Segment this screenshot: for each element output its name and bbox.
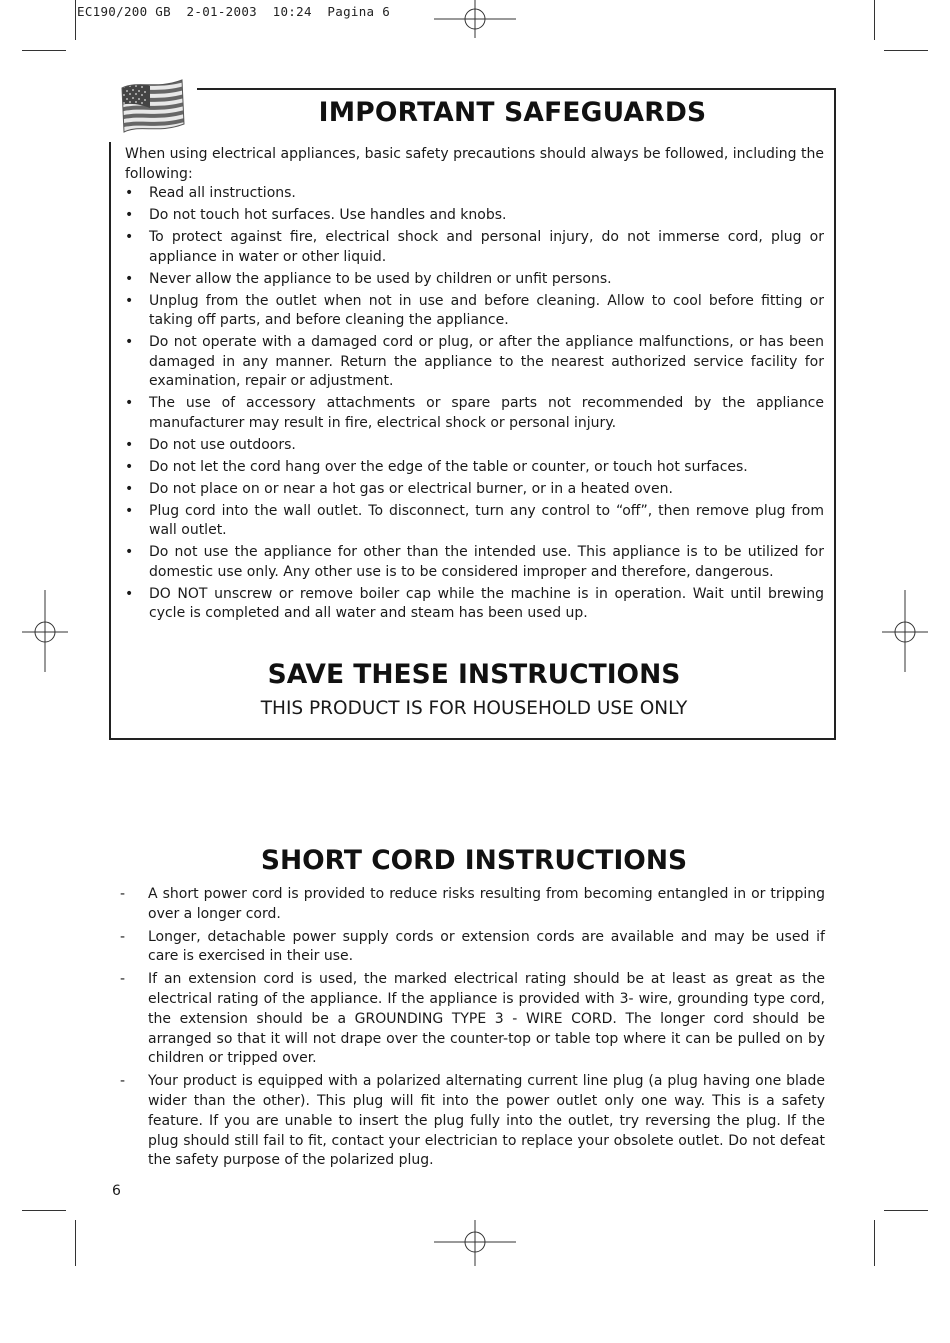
list-item — [120, 1072, 825, 1171]
registration-mark-right — [882, 590, 928, 672]
list-item — [125, 394, 824, 433]
safeguards-list — [125, 184, 824, 626]
bullet: • — [125, 480, 134, 497]
list-item — [125, 292, 824, 331]
list-item-text: Never allow the appliance to be used by children or unfit persons. — [149, 270, 612, 287]
crop-mark — [874, 1220, 875, 1266]
list-item — [125, 436, 824, 456]
bullet: • — [125, 229, 134, 245]
crop-mark — [75, 1220, 76, 1266]
household-use-note: THIS PRODUCT IS FOR HOUSEHOLD USE ONLY — [260, 698, 688, 719]
bullet: • — [125, 292, 134, 309]
list-item — [125, 228, 824, 267]
crop-mark — [884, 1210, 928, 1211]
us-flag-icon — [118, 76, 188, 138]
save-instructions-title: SAVE THESE INSTRUCTIONS — [267, 659, 681, 690]
bullet: • — [125, 436, 134, 453]
bullet: • — [125, 458, 134, 475]
list-item — [125, 585, 824, 624]
list-item-text: Do not touch hot surfaces. Use handles and knobs. — [149, 207, 507, 223]
list-item — [125, 502, 824, 541]
registration-mark-top — [434, 0, 516, 40]
list-item-text: Do not use the appliance for other than the intended use. This appliance is to be utilized for domestic use only. Any other use is to be considered improper and therefore, dangerous. — [149, 544, 824, 580]
list-item-text: Plug cord into the wall outlet. To disconnect, turn any control to “off”, then remove plug from wall outlet. — [149, 502, 824, 538]
list-item — [125, 480, 824, 500]
list-item-text: Do not operate with a damaged cord or plug, or after the appliance malfunctions, or has been damaged in any manner. Return the appliance to the nearest authorized service facility for examination, repair or adjustment. — [149, 334, 824, 389]
safeguards-intro: When using electrical appliances, basic safety precautions should always be followed, including the following: — [125, 146, 824, 182]
dash: - — [120, 928, 126, 945]
list-item-text: Do not let the cord hang over the edge of the table or counter, or touch hot surfaces. — [149, 458, 748, 475]
list-item-text: Unplug from the outlet when not in use and before cleaning. Allow to cool before fitting or taking off parts, and before cleaning the appliance. — [149, 292, 824, 328]
list-item-text: Do not use outdoors. — [149, 436, 296, 453]
dash: - — [120, 971, 126, 988]
list-item-text: Longer, detachable power supply cords or extension cords are available and may be used if care is exercised in their use. — [148, 928, 825, 965]
list-item — [120, 885, 825, 925]
list-item-text: Your product is equipped with a polarized alternating current line plug (a plug having one blade wider than the other). This plug will fit into the power outlet only one way. This is a safety feature. If you are unable to insert the plug fully into the outlet, try reversing the plug. If the plug should still fail to fit, contact your electrician to replace your obsolete outlet. Do not defeat the safety purpose of the polarized plug. — [148, 1073, 825, 1169]
list-item-text: If an extension cord is used, the marked electrical rating should be at least as great as the electrical rating of the appliance. If the appliance is provided with 3- wire, grounding type cord, the extension should be a GROUNDING TYPE 3 - WIRE CORD. The longer cord should be arranged so that it will not drape over the counter-top or table top where it can be pulled on by children or tripped over. — [148, 971, 825, 1067]
bullet: • — [125, 585, 134, 602]
bullet: • — [125, 270, 134, 287]
list-item-text: DO NOT unscrew or remove boiler cap while the machine is in operation. Wait until brewing cycle is completed and all water and steam has been used up. — [149, 585, 824, 621]
bullet: • — [125, 185, 134, 201]
crop-mark — [22, 1210, 66, 1211]
list-item — [120, 928, 825, 968]
list-item-text: Read all instructions. — [149, 185, 296, 201]
short-cord-title: SHORT CORD INSTRUCTIONS — [260, 845, 688, 876]
list-item — [125, 333, 824, 392]
list-item — [120, 970, 825, 1069]
list-item-text: A short power cord is provided to reduce risks resulting from becoming entangled in or tripping over a longer cord. — [148, 886, 825, 922]
list-item — [125, 270, 824, 290]
crop-mark — [75, 0, 76, 40]
page-number: 6 — [112, 1183, 121, 1199]
short-cord-list — [120, 885, 825, 1174]
crop-mark — [22, 50, 66, 51]
list-item — [125, 184, 824, 204]
crop-mark — [874, 0, 875, 40]
registration-mark-bottom — [434, 1220, 516, 1266]
important-safeguards-title: IMPORTANT SAFEGUARDS — [318, 97, 707, 128]
list-item — [125, 458, 824, 478]
bullet: • — [125, 502, 134, 519]
list-item — [125, 543, 824, 582]
bullet: • — [125, 334, 134, 350]
dash: - — [120, 1073, 126, 1090]
crop-mark — [884, 50, 928, 51]
list-item-text: To protect against fire, electrical shock and personal injury, do not immerse cord, plug or appliance in water or other liquid. — [149, 229, 824, 265]
registration-mark-left — [22, 590, 68, 672]
bullet: • — [125, 544, 134, 560]
dash: - — [120, 886, 126, 902]
bullet: • — [125, 207, 134, 223]
print-header: EC190/200 GB 2-01-2003 10:24 Pagina 6 — [77, 4, 391, 19]
list-item — [125, 206, 824, 226]
bullet: • — [125, 395, 134, 411]
list-item-text: Do not place on or near a hot gas or electrical burner, or in a heated oven. — [149, 480, 673, 497]
list-item-text: The use of accessory attachments or spare parts not recommended by the appliance manufacturer may result in fire, electrical shock or personal injury. — [149, 395, 824, 431]
